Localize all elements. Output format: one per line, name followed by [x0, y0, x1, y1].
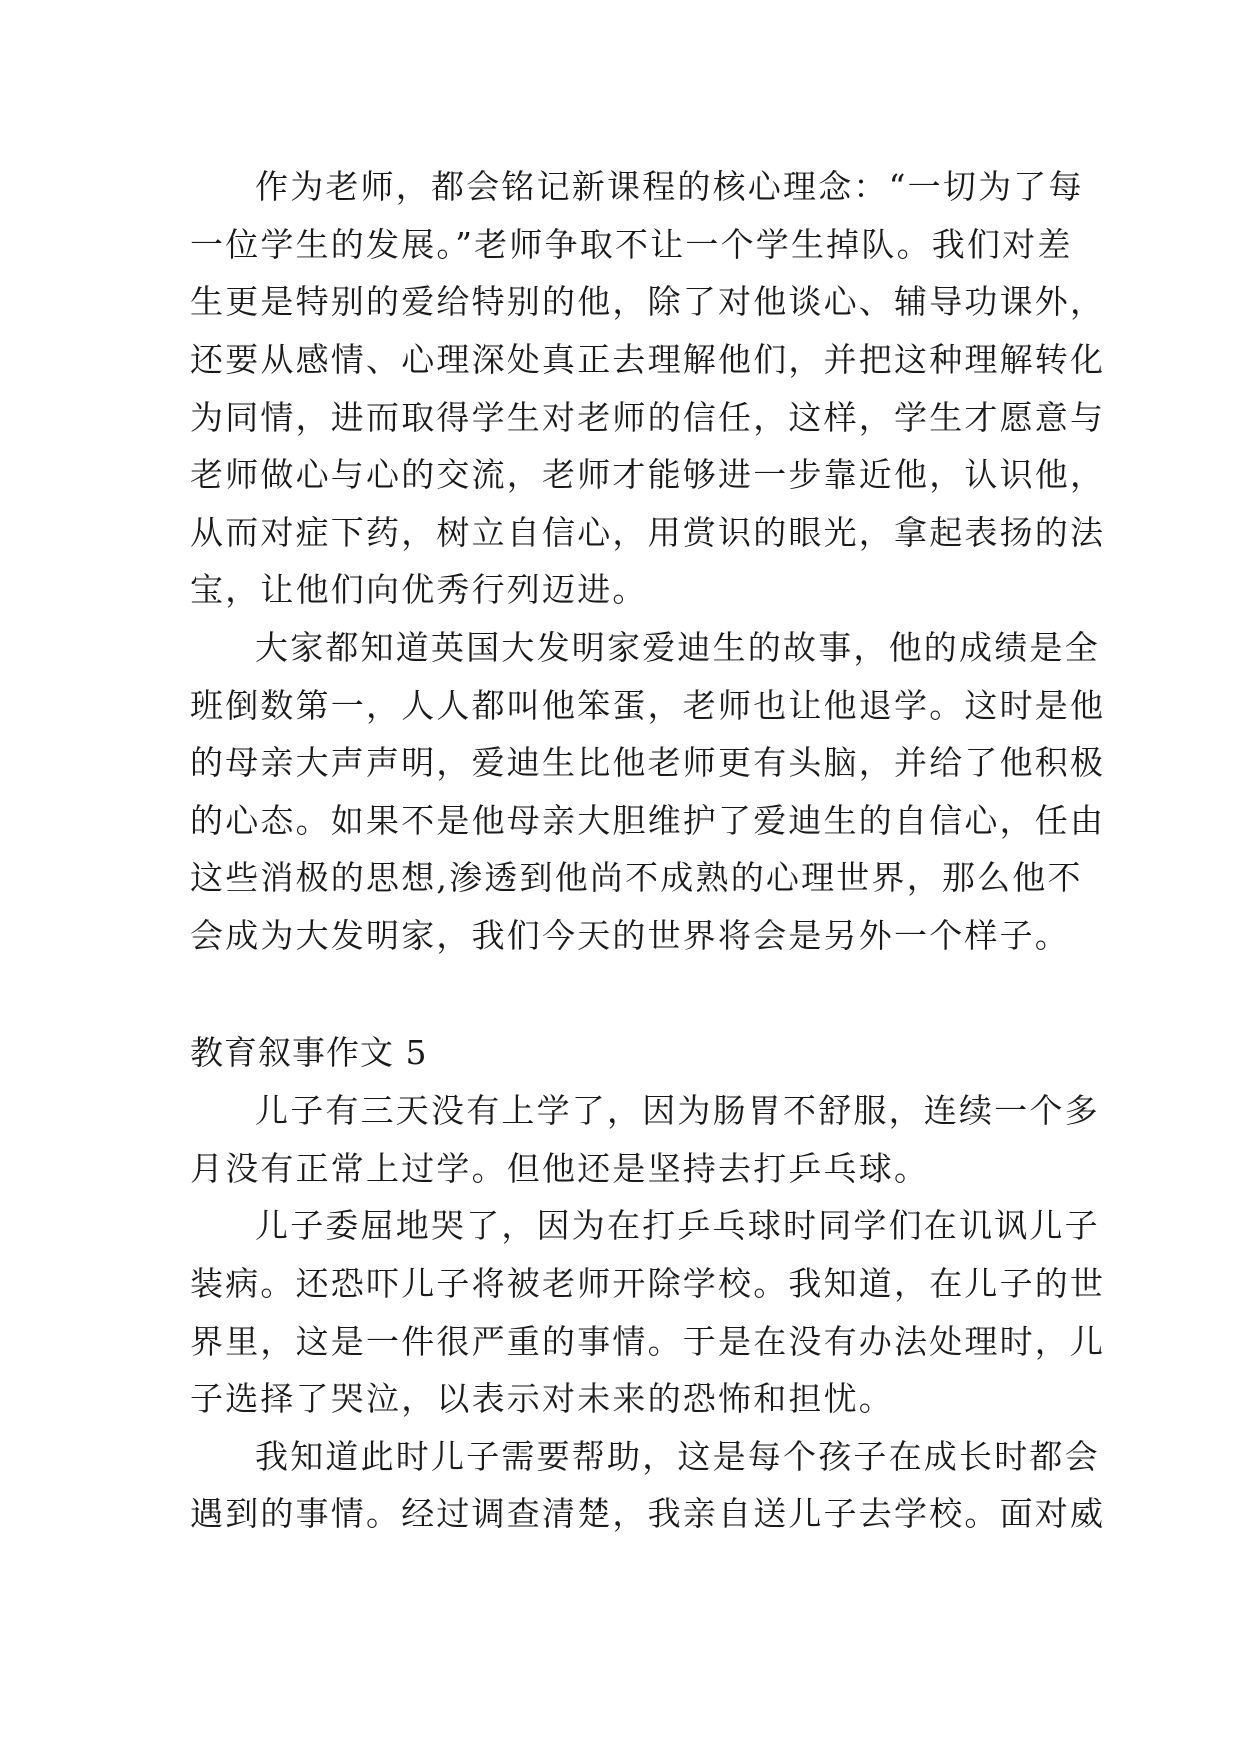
paragraph-line: 从而对症下药，树立自信心，用赏识的眼光，拿起表扬的法	[190, 513, 1106, 552]
paragraph-line: 装病。还恐吓儿子将被老师开除学校。我知道，在儿子的世	[190, 1264, 1106, 1303]
paragraph-line: 会成为大发明家，我们今天的世界将会是另外一个样子。	[190, 916, 1070, 955]
paragraph-line: 界里，这是一件很严重的事情。于是在没有办法处理时，儿	[190, 1322, 1106, 1361]
paragraph-line: 为同情，进而取得学生对老师的信任，这样，学生才愿意与	[190, 398, 1106, 437]
paragraph-line: 的心态。如果不是他母亲大胆维护了爱迪生的自信心，任由	[190, 801, 1106, 840]
paragraph-line: 大家都知道英国大发明家爱迪生的故事，他的成绩是全	[255, 628, 1100, 667]
paragraph-line: 还要从感情、心理深处真正去理解他们，并把这种理解转化	[190, 340, 1106, 379]
paragraph-line: 宝，让他们向优秀行列迈进。	[190, 570, 648, 609]
paragraph-line: 这些消极的思想,渗透到他尚不成熟的心理世界，那么他不	[190, 858, 1083, 897]
paragraph-line: 遇到的事情。经过调查清楚，我亲自送儿子去学校。面对威	[190, 1494, 1106, 1533]
paragraph-line: 我知道此时儿子需要帮助，这是每个孩子在成长时都会	[255, 1437, 1100, 1476]
paragraph-line: 的母亲大声声明，爱迪生比他老师更有头脑，并给了他积极	[190, 743, 1106, 782]
paragraph-line: 儿子有三天没有上学了，因为肠胃不舒服，连续一个多	[255, 1091, 1100, 1130]
paragraph-line: 作为老师，都会铭记新课程的核心理念：“一切为了每	[255, 167, 1084, 206]
paragraph-line: 老师做心与心的交流，老师才能够进一步靠近他，认识他，	[190, 455, 1106, 494]
paragraph-line: 生更是特别的爱给特别的他，除了对他谈心、辅导功课外，	[190, 282, 1106, 321]
paragraph-line: 班倒数第一，人人都叫他笨蛋，老师也让他退学。这时是他	[190, 686, 1106, 725]
paragraph-line: 儿子委屈地哭了，因为在打乒乓球时同学们在讥讽儿子	[255, 1206, 1100, 1245]
section-heading: 教育叙事作文 5	[190, 1033, 428, 1072]
paragraph-line: 子选择了哭泣，以表示对未来的恐怖和担忧。	[190, 1379, 894, 1418]
paragraph-line: 月没有正常上过学。但他还是坚持去打乒乓球。	[190, 1149, 930, 1188]
paragraph-line: 一位学生的发展。”老师争取不让一个学生掉队。我们对差	[190, 225, 1073, 264]
